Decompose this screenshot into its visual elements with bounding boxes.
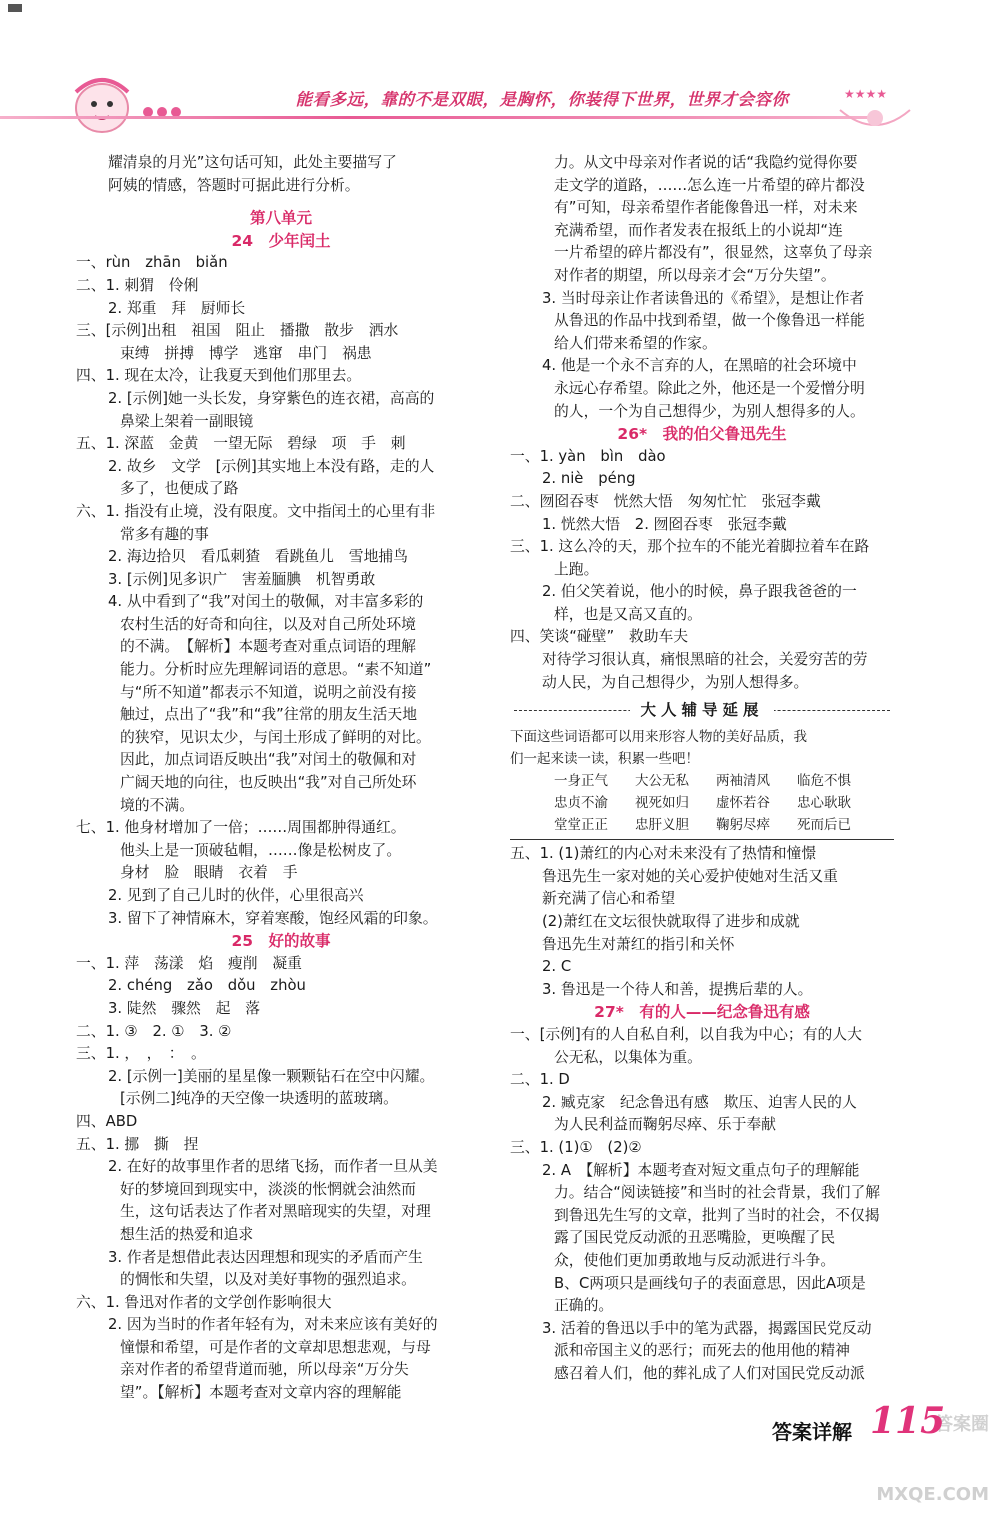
answer-line: 四、笑谈“碰壁” 救助车夫	[510, 628, 689, 646]
answer-line: 一、1. yàn bìn dào	[510, 447, 666, 465]
answer-line: 六、1. 指没有止境，没有限度。文中指闰土的心里有非	[76, 502, 436, 520]
answer-line: B、C两项只是画线句子的表面意思，因此A项是	[554, 1274, 866, 1292]
answer-line: 耀清泉的月光”这句话可知，此处主要描写了	[108, 154, 397, 171]
answer-line: 常多有趣的事	[120, 525, 209, 543]
answer-line: 2. 见到了自己儿时的伙伴，心里很高兴	[108, 887, 364, 904]
answer-line: 有”可知，母亲希望作者能像鲁迅一样，对未来	[554, 199, 858, 217]
answer-line: 生，这句话表达了作者对黑暗现实的失望，对理	[120, 1203, 431, 1221]
answer-line: 七、1. 他身材增加了一倍；……周围都肿得通红。	[76, 819, 406, 837]
answer-line: 感召着人们，他的葬礼成了人们对国民党反动派	[554, 1364, 865, 1382]
answer-line: 鲁迅先生对萧红的指引和关怀	[542, 935, 735, 953]
answer-line: 五、1. 深蓝 金黄 一望无际 碧绿 项 手 刺	[76, 435, 406, 453]
answer-line: 三、1. 这么冷的天，那个拉车的不能光着脚拉着车在路	[510, 538, 870, 556]
answer-line: 一片希望的碎片都没有”，很显然，这辜负了母亲	[554, 244, 873, 262]
answer-badge: 答案详解	[772, 1420, 852, 1444]
answer-line: 望”。【解析】本题考查对文章内容的理解能	[120, 1384, 402, 1402]
header-motto: 能看多远，靠的不是双眼，是胸怀，你装得下世界，世界才会容你	[295, 90, 789, 109]
svg-text:★★★★: ★★★★	[844, 87, 888, 101]
answer-line: 3. [示例]见多识广 害羞腼腆 机智勇敢	[108, 570, 376, 588]
answer-line: 动人民，为自己想得少，为别人想得多。	[542, 673, 809, 691]
answer-line: (2)萧红在文坛很快就取得了进步和成就	[542, 913, 800, 931]
answer-line: 身材 脸 眼睛 衣着 手	[120, 864, 298, 882]
extension-idiom-row: 一身正气 大公无私 两袖清风 临危不惧	[554, 773, 851, 790]
answer-line: 力。从文中母亲对作者说的话“我隐约觉得你要	[554, 154, 858, 171]
answer-line: 一、1. 萍 荡漾 焰 瘦削 凝重	[76, 954, 302, 972]
answer-line: 2. A 【解析】本题考查对短文重点句子的理解能	[542, 1161, 860, 1179]
answer-line: 新充满了信心和希望	[542, 890, 676, 908]
answer-line: 农村生活的好奇和向往，以及对自己所处环境	[120, 615, 416, 633]
cartoon-logo-icon	[62, 68, 182, 138]
answer-line: 3. 当时母亲让作者读鲁迅的《希望》，是想让作者	[542, 289, 865, 307]
answer-line: 3. 陡然 骤然 起 落	[108, 999, 260, 1017]
answer-line: 2. [示例]她一头长发，身穿紫色的连衣裙，高高的	[108, 389, 435, 407]
answer-line: 2. niè péng	[542, 470, 636, 488]
watermark: 答案圈 MXQE.COM	[876, 1414, 989, 1505]
answer-line: 鲁迅先生一家对她的关心爱护使她对生活又重	[542, 867, 838, 885]
answer-line: 鼻梁上架着一副眼镜	[120, 412, 254, 430]
section-title: 25 好的故事	[231, 932, 331, 951]
answer-line: 2. [示例一]美丽的星星像一颗颗钻石在空中闪耀。	[108, 1067, 435, 1085]
answer-line: 上跑。	[554, 560, 599, 578]
answer-line: 的人，一个为自己想得少，为别人想得多的人。	[554, 402, 865, 420]
answer-line: 触过，点出了“我”和“我”往常的朋友生活天地	[120, 706, 418, 724]
answer-line: 4. 他是一个永不言弃的人，在黑暗的社会环境中	[542, 357, 857, 375]
answer-line: 四、1. 现在太冷，让我夏天到他们那里去。	[76, 367, 362, 385]
answer-line: 到鲁迅先生写的文章，批判了当时的社会，不仅揭	[554, 1206, 880, 1224]
answer-line: 3. 作者是想借此表达因理想和现实的矛盾而产生	[108, 1248, 423, 1266]
answer-line: 六、1. 鲁迅对作者的文学创作影响很大	[76, 1293, 332, 1311]
answer-line: 样，也是又高又直的。	[554, 605, 702, 623]
answer-line: 四、ABD	[76, 1112, 138, 1130]
answer-line: 从鲁迅的作品中找到希望，做一个像鲁迅一样能	[554, 312, 865, 330]
answer-line: 2. 海边拾贝 看瓜刺猹 看跳鱼儿 雪地捕鸟	[108, 548, 408, 566]
answer-line: 三、1. ， ， ： 。	[76, 1045, 206, 1063]
answer-line: 三、1. (1)① (2)②	[510, 1138, 642, 1156]
answer-line: 的惆怅和失望，以及对美好事物的强烈追求。	[120, 1271, 416, 1289]
answer-line: 境的不满。	[120, 796, 194, 814]
answer-line: 给人们带来希望的作家。	[554, 334, 717, 352]
answer-line: 一、rùn zhān biǎn	[76, 254, 228, 272]
answer-line: 二、1. 刺猬 伶俐	[76, 276, 199, 294]
extension-rule	[510, 839, 894, 840]
answer-line: 五、1. 挪 撕 捏	[76, 1135, 199, 1153]
extension-box	[510, 726, 894, 836]
answer-line: 3. 鲁迅是一个待人和善，提携后辈的人。	[542, 980, 813, 998]
answer-line: 的狭窄，见识太少，与闰土形成了鲜明的对比。	[120, 728, 431, 746]
answer-line: 2. C	[542, 958, 572, 976]
extension-intro-line: 们一起来读一读，积累一些吧！	[510, 751, 699, 768]
answer-line: 2. 郑重 拜 厨师长	[108, 299, 246, 317]
spacer	[76, 197, 486, 207]
right-column	[510, 152, 894, 1386]
answer-line: 1. 恍然大悟 2. 囫囵吞枣 张冠李戴	[542, 515, 787, 533]
header-divider	[0, 116, 870, 119]
answer-line: 与“所不知道”都表示不知道，说明之前没有接	[120, 683, 417, 701]
section-title: 第八单元	[249, 209, 312, 228]
answer-line: 二、囫囵吞枣 恍然大悟 匆匆忙忙 张冠李戴	[510, 492, 821, 510]
stars-logo-icon	[830, 80, 920, 140]
answer-line: 2. 因为当时的作者年轻有为，对未来应该有美好的	[108, 1316, 438, 1334]
answer-line: 二、1. D	[510, 1071, 570, 1089]
answer-line: 2. chéng zǎo dǒu zhòu	[108, 977, 306, 995]
answer-line: 对待学习很认真，痛恨黑暗的社会，关爱穷苦的劳	[542, 651, 868, 669]
answer-line: 3. 留下了神情麻木，穿着寒酸，饱经风霜的印象。	[108, 909, 438, 927]
page-number: 115	[870, 1400, 946, 1442]
answer-line: 三、[示例]出租 祖国 阻止 播撒 散步 洒水	[76, 322, 399, 340]
answer-line: 露了国民党反动派的丑恶嘴脸，更唤醒了民	[554, 1229, 836, 1247]
answer-line: 广阔天地的向往，也反映出“我”对自己所处环	[120, 774, 417, 792]
answer-line: 想生活的热爱和追求	[120, 1225, 254, 1243]
section-title: 24 少年闰土	[231, 231, 331, 250]
answer-line: 阿姨的情感，答题时可据此进行分析。	[108, 176, 360, 194]
answer-line: 3. 活着的鲁迅以手中的笔为武器，揭露国民党反动	[542, 1319, 872, 1337]
answer-line: 好的梦境回到现实中，淡淡的怅惘就会油然而	[120, 1180, 416, 1198]
answer-line: 2. 臧克家 纪念鲁迅有感 欺压、迫害人民的人	[542, 1093, 857, 1111]
answer-line: 为人民利益而鞠躬尽瘁、乐于奉献	[554, 1116, 776, 1134]
answer-line: [示例二]纯净的天空像一块透明的蓝玻璃。	[120, 1090, 398, 1108]
answer-line: 2. 故乡 文学 [示例]其实地上本没有路，走的人	[108, 457, 435, 475]
answer-line: 走文学的道路，……怎么连一片希望的碎片都没	[554, 176, 865, 194]
answer-line: 的不满。 【解析】本题考查对重点词语的理解	[120, 638, 416, 656]
answer-line: 因此，加点词语反映出“我”对闰土的敬佩和对	[120, 751, 417, 769]
answer-line: 五、1. (1)萧红的内心对未来没有了热情和憧憬	[510, 845, 817, 863]
answer-line: 2. 在好的故事里作者的思绪飞扬，而作者一旦从美	[108, 1158, 438, 1176]
page-header	[0, 0, 1000, 150]
answer-line: 能力。分析时应先理解词语的意思。“素不知道”	[120, 661, 432, 679]
answer-line: 一、[示例]有的人自私自利，以自我为中心；有的人大	[510, 1026, 862, 1043]
extension-idiom-row: 堂堂正正 忠肝义胆 鞠躬尽瘁 死而后已	[554, 817, 851, 834]
extension-idiom-row: 忠贞不渝 视死如归 虚怀若谷 忠心耿耿	[554, 795, 851, 812]
answer-line: 充满希望，而作者发表在报纸上的小说却“连	[554, 221, 843, 239]
left-column	[76, 152, 486, 1405]
answer-line: 他头上是一顶破毡帽，……像是松树皮了。	[120, 841, 402, 859]
answer-line: 对作者的期望，所以母亲才会“万分失望”。	[554, 266, 836, 284]
answer-line: 正确的。	[554, 1297, 614, 1315]
section-title: 26* 我的伯父鲁迅先生	[617, 425, 787, 444]
answer-line: 憧憬和希望，可是作者的文章却思想悲观，与母	[120, 1338, 431, 1356]
section-title: 27* 有的人——纪念鲁迅有感	[594, 1003, 810, 1022]
answer-line: 束缚 拼搏 博学 逃窜 串门 祸患	[120, 344, 372, 362]
answer-line: 亲对作者的希望背道而驰，所以母亲“万分失	[120, 1361, 409, 1379]
extension-heading	[510, 696, 894, 724]
answer-line: 公无私，以集体为重。	[554, 1048, 702, 1066]
answer-line: 派和帝国主义的恶行；而死去的他用他的精神	[554, 1342, 850, 1360]
answer-line: 永远心存希望。除此之外，他还是一个爱憎分明	[554, 379, 865, 397]
extension-heading-text: 大人辅导延展	[630, 701, 773, 719]
answer-line: 2. 伯父笑着说，他小的时候，鼻子跟我爸爸的一	[542, 583, 857, 601]
extension-intro-line: 下面这些词语都可以用来形容人物的美好品质，我	[510, 729, 807, 746]
answer-line: 力。结合“阅读链接”和当时的社会背景，我们了解	[554, 1184, 881, 1202]
answer-line: 4. 从中看到了“我”对闰土的敬佩，对丰富多彩的	[108, 593, 424, 611]
answer-line: 多了，也便成了路	[120, 480, 239, 498]
answer-line: 众，使他们更加勇敢地与反动派进行斗争。	[554, 1251, 836, 1269]
answer-line: 二、1. ③ 2. ① 3. ②	[76, 1022, 232, 1040]
